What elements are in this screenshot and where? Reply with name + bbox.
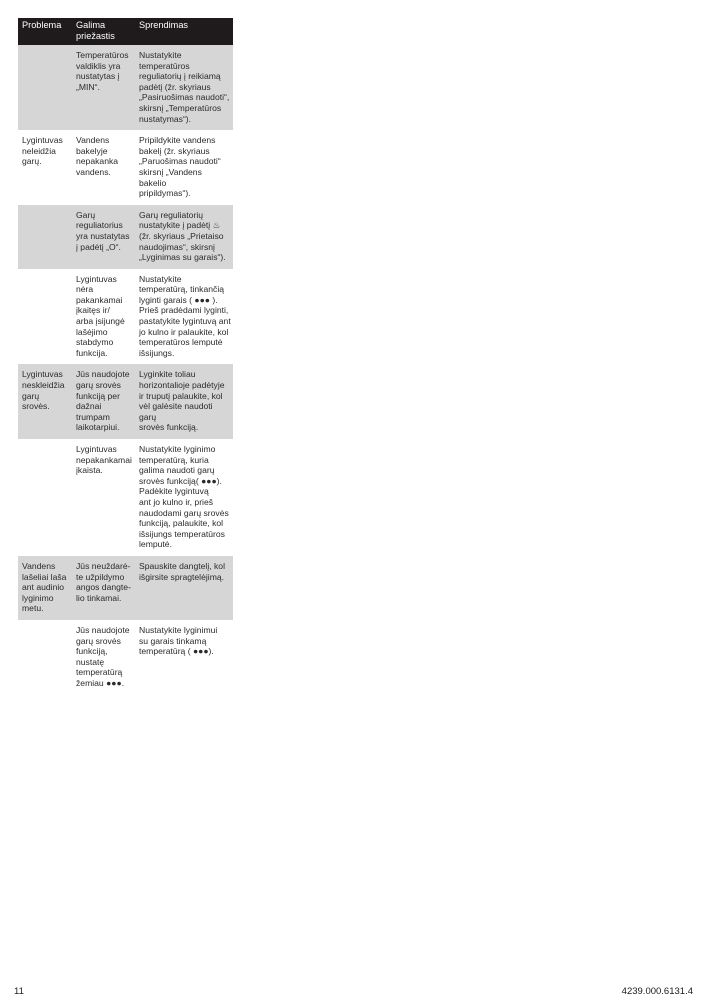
solution-cell: Garų reguliatorių nustatykite į padėtį ♨ (žr. skyriaus „Prietaiso naudojimas“, skirsnį „Lyginimas su garais“). [139, 209, 226, 263]
header-problem: Problema [22, 20, 62, 30]
cause-cell: Lygintuvas nėra pakankamai įkaitęs ir/ arba įsijungė lašėjimo stabdymo funkcija. [76, 273, 125, 358]
table-row [18, 556, 233, 620]
table-row [18, 364, 233, 439]
table-row [18, 205, 233, 269]
problem-cell: Vandens lašeliai laša ant audinio lyginimo metu. [22, 560, 67, 614]
table-row [18, 439, 233, 556]
cause-cell: Jūs naudojote garų srovės funkciją, nustatę temperatūrą žemiau ●●●. [76, 624, 130, 688]
page-number: 11 [14, 986, 24, 997]
solution-cell: Spauskite dangtelį, kol išgirsite spragtelėjimą. [139, 560, 225, 582]
problem-cell [18, 620, 70, 695]
problem-cell: Lygintuvas neskleidžia garų srovės. [22, 369, 65, 412]
table-row [18, 620, 233, 695]
table-row [18, 130, 233, 205]
solution-cell: Nustatykite lyginimui su garais tinkamą temperatūrą ( ●●●). [139, 624, 218, 657]
cause-cell: Temperatūros valdiklis yra nustatytas į „MIN“. [76, 50, 129, 92]
problem-cell [18, 45, 70, 130]
cause-cell: Jūs naudojote garų srovės funkciją per dažnai trumpam laikotarpiui. [76, 369, 130, 433]
solution-cell: Nustatykite temperatūrą, tinkančią lyginti garais ( ●●● ). Prieš pradėdami lyginti, pastatykite lygintuvą ant jo kulno ir palaukite, kol temperatūros lemputė išsijungs. [139, 273, 231, 358]
header-solution: Sprendimas [139, 20, 189, 30]
solution-cell: Nustatykite lyginimo temperatūrą, kuria galima naudoti garų srovės funkciją( ●●●). Padėkite lygintuvą ant jo kulno ir, prieš naudodami garų srovės funkciją, palaukite, kol išsijungs temperatūros lemputė. [139, 444, 229, 550]
solution-cell: Nustatykite temperatūros reguliatorių į reikiamą padėtį (žr. skyriaus „Pasiruošimas naudoti“, skirsnį „Temperatūros nustatymas“). [139, 50, 230, 124]
cause-cell: Vandens bakelyje nepakanka vandens. [76, 135, 119, 177]
troubleshooting-table [18, 18, 233, 694]
cause-cell: Garų reguliatorius yra nustatytas į padėtį „O“. [76, 209, 130, 252]
problem-cell: Lygintuvas neleidžia garų. [22, 135, 63, 167]
header-cause: Galima priežastis [76, 20, 115, 41]
problem-cell [18, 269, 70, 365]
document-code: 4239.000.6131.4 [621, 986, 693, 997]
problem-cell [18, 439, 70, 556]
table-header [18, 18, 233, 45]
table-row [18, 45, 233, 130]
solution-cell: Pripildykite vandens bakelį (žr. skyriaus „Paruošimas naudoti“ skirsnį „Vandens bakelio pripildymas“). [139, 135, 221, 199]
cause-cell: Lygintuvas nepakankamai įkaista. [76, 444, 132, 476]
cause-cell: Jūs neuždarė- te užpildymo angos dangte- lio tinkamai. [76, 560, 131, 603]
solution-cell: Lyginkite toliau horizontalioje padėtyje ir truputį palaukite, kol vėl galėsite naudoti garų srovės funkciją. [139, 369, 225, 433]
table-row [18, 269, 233, 365]
problem-cell [18, 205, 70, 269]
